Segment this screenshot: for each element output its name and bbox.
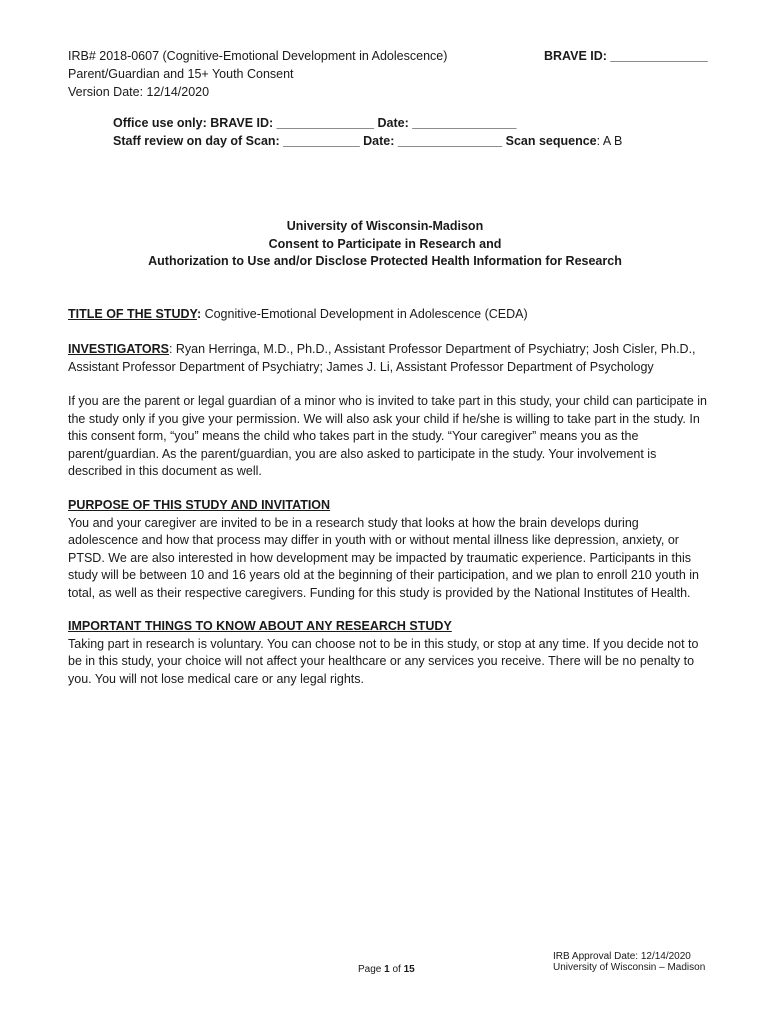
page-total: 15 [403, 964, 415, 975]
page-current: 1 [384, 964, 390, 975]
study-title-section [68, 306, 708, 324]
consent-type: Parent/Guardian and 15+ Youth Consent [68, 67, 294, 81]
office-use-block [113, 114, 622, 150]
staff-review-line [113, 132, 622, 150]
important-section [68, 618, 708, 688]
staff-review-text: Staff review on day of Scan: ___________ Date: _______________ Scan sequence [113, 134, 597, 148]
study-title-text: Cognitive-Emotional Development in Adolescence (CEDA) [201, 307, 528, 321]
irb-approval-stamp [553, 951, 705, 973]
investigators-section [68, 341, 708, 376]
irb-institution: University of Wisconsin – Madison [553, 962, 706, 973]
page-prefix: Page [358, 964, 385, 975]
investigators-text: : Ryan Herringa, M.D., Ph.D., Assistant Professor Department of Psychiatry; Josh Cisler, Ph.D., Assistant Professor Department of Psychiatry; James J. Li, Assistant Professor Department of Psychology [68, 342, 696, 374]
purpose-heading: PURPOSE OF THIS STUDY AND INVITATION [68, 498, 331, 512]
study-title-label: TITLE OF THE STUDY [68, 307, 197, 321]
important-heading: IMPORTANT THINGS TO KNOW ABOUT ANY RESEARCH STUDY [68, 619, 452, 633]
intro-paragraph: If you are the parent or legal guardian of a minor who is invited to take part in this study, your child can participate in the study only if you give your permission. We will also ask your child if he/she is willing to take part in the study. In this consent form, “you” means the child who takes part in the study. “Your caregiver” means you as the parent/guardian. As the parent/guardian, you are also asked to participate in the study. Your involvement is described in this document as well. [68, 394, 708, 478]
study-title-colon: : [196, 307, 202, 321]
scan-sequence-options: : A B [596, 134, 623, 148]
version-date: Version Date: 12/14/2020 [68, 85, 210, 99]
purpose-section [68, 497, 708, 602]
important-text: Taking part in research is voluntary. You can choose not to be in this study, or stop at any time. If you decide not to be in this study, your choice will not affect your healthcare or any services you receive. There will be no penalty to you. You will not lose medical care or any legal rights. [68, 636, 699, 686]
document-header [68, 47, 447, 101]
brave-id-field: BRAVE ID: ______________ [544, 49, 708, 63]
page-of: of [389, 964, 404, 975]
page-number [358, 964, 415, 975]
university-name: University of Wisconsin-Madison [286, 219, 484, 233]
authorization-title: Authorization to Use and/or Disclose Protected Health Information for Research [148, 254, 622, 268]
investigators-label: INVESTIGATORS [68, 342, 169, 356]
consent-title-block [0, 218, 770, 271]
consent-title: Consent to Participate in Research and [268, 236, 502, 251]
office-use-line: Office use only: BRAVE ID: ______________ Date: _______________ [113, 116, 517, 130]
purpose-text: You and your caregiver are invited to be in a research study that looks at how the brain develops during adolescence and how that process may differ in youth with or without mental illness like depression, anxiety, or PTSD. We are also interested in how development may be impacted by traumatic experience. Participants in this study will be between 10 and 16 years old at the beginning of their participation, and we plan to enroll 210 youth in total, as well as their respective caregivers. Funding for this study is provided by the National Institutes of Health. [68, 515, 699, 600]
irb-number: IRB# 2018-0607 (Cognitive-Emotional Development in Adolescence) [68, 49, 448, 63]
irb-approval-date: IRB Approval Date: 12/14/2020 [553, 951, 691, 962]
